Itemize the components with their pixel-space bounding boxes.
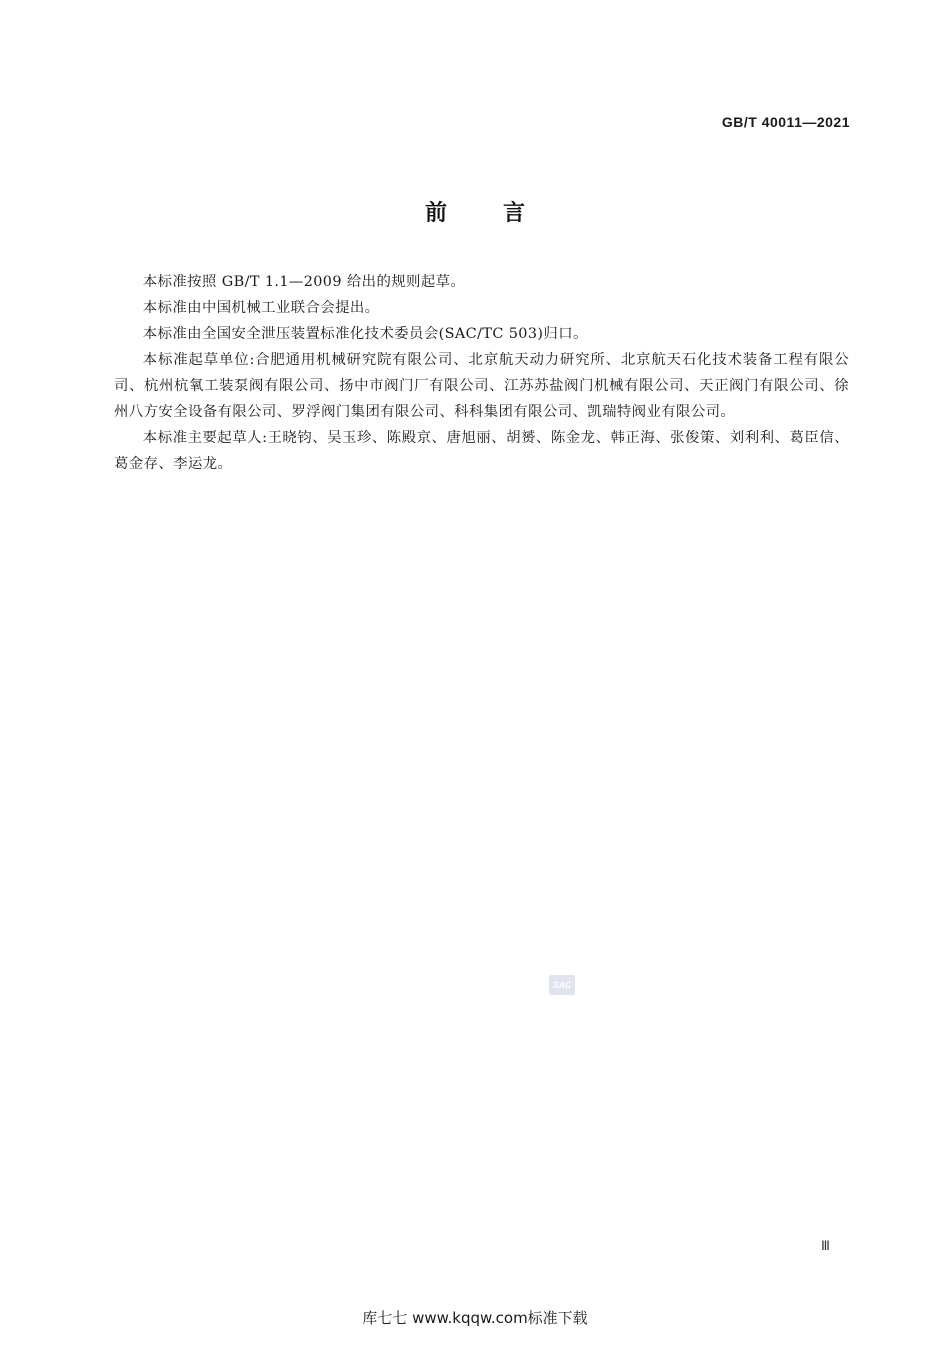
paragraph-drafters: 本标准主要起草人:王晓钧、吴玉珍、陈殿京、唐旭丽、胡赟、陈金龙、韩正海、张俊策、刘利利、葛臣信、葛金存、李运龙。: [114, 430, 849, 472]
footer-source-link[interactable]: 库七七 www.kqqw.com标准下载: [362, 1309, 588, 1327]
paragraph-proposer: 本标准由中国机械工业联合会提出。: [142, 300, 380, 316]
paragraph-drafting-units: 本标准起草单位:合肥通用机械研究院有限公司、北京航天动力研究所、北京航天石化技术装备工程有限公司、杭州杭氧工装泵阀有限公司、扬中市阀门厂有限公司、江苏苏盐阀门机械有限公司、天正阀门有限公司、徐州八方安全设备有限公司、罗浮阀门集团有限公司、科科集团有限公司、凯瑞特阀业有限公司。: [114, 352, 849, 420]
page-title: 前言: [424, 201, 581, 226]
paragraph-committee: 本标准由全国安全泄压装置标准化技术委员会(SAC/TC 503)归口。: [142, 326, 588, 342]
foreword-body: [114, 269, 849, 477]
page-number: Ⅲ: [821, 1238, 830, 1253]
sac-watermark-logo: SAC: [549, 975, 575, 995]
standard-number: GB/T 40011—2021: [721, 114, 850, 130]
paragraph-drafting-rules: 本标准按照 GB/T 1.1—2009 给出的规则起草。: [142, 274, 466, 290]
